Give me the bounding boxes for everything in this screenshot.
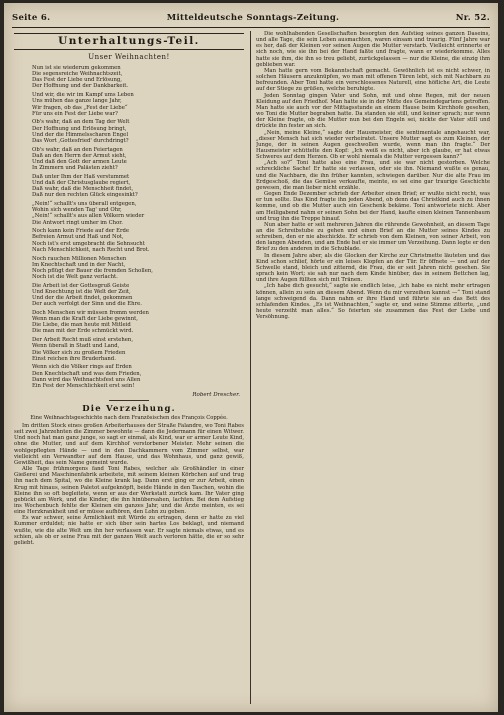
header-rule [12,27,490,28]
story-subtitle: Eine Weihnachtsgeschichte nach dem Französischen des François Coppée. [30,414,228,421]
paragraph: Jeden Sonntag gingen Vater und Sohn, mit und ohne Regen, mit der neuen Kleidung auf den Friedhof. Man hatte sie in der Mitte des Gemeindegartens getroffen. Man hatte sie auch vor der Mittagsstunde an einem Hause beim Kirchhofe gesehen, wo Toni die Mutter begraben hatte. Da standen sie still, und keiner sprach; nur wenn der Kleine fragte, ob die Mutter nun bei den Engeln sei, nickte der Vater still und drückte ihn fester an sich. [256,92,490,130]
story-body-left [14,423,244,546]
poem-line: Ob's wahr, daß an dem Tag der Welt [32,119,130,126]
poem-title: Unser Weihnachten! [88,53,170,61]
newspaper-title: Mitteldeutsche Sonntags-Zeitung. [166,13,340,23]
page-number: Seite 6. [12,13,51,23]
poem-line: Wir fragen, ob das „Fest der Liebe“ [32,104,128,111]
poem-line: Ein Fest der Menschlichkeit erst sein! [32,382,135,389]
poem-line: Wenn sich die Völker rings auf Erden [32,364,132,371]
poem-line: Doch Menschen wir müssen fromm werden [32,309,149,316]
poem-line: In Zimmern und Palästen zieht? [32,165,118,172]
poem-stanza [14,92,244,117]
poem-line: Daß nur den rechten Glück eingesinkt? [32,192,138,199]
paragraph: „Ach so?“ Toni hatte also eine Frau, und sie war nicht gestorben. Welche schreckliche Sache! Er hatte sie verlassen, oder sie ihn. Niemand wußte es genau, und die Nachbarn, die ihn früher kannten, schwiegen darüber. Nur die alte Frau im Erdgeschoß, die das Gemüse verkaufte, meinte, es sei eine gar traurige Geschichte gewesen, die man lieber nicht erzähle. [256,160,490,191]
poem-line: Wenn man die Kraft der Liebe gewinnt, [32,316,138,323]
poem-line: Und daß der Christusglaube regiert, [32,180,131,187]
poem-line: Der Hoffnung und Erlösung bringt, [32,125,127,132]
poem-line: Uns mühen das ganze lange Jahr, [32,98,122,105]
poem-line: Und Knechtung ist die Welt der Zeit, [32,288,131,295]
paragraph: Nun aber hatte er seit mehreren Jahren die rührende Gewohnheit, an diesem Tage an die Schreibstube zu gehen und einen Brief an die Mutter seines Kindes zu schreiben, den er nie abschickte. Er schrieb von dem Kleinen, von seiner Arbeit, von den langen Abenden, und am Ende bat er sie immer um Verzeihung. Dann legte er den Brief zu den anderen in die Schublade. [256,221,490,253]
poem-line: Wenn überall in Stadt und Land, [32,343,120,350]
poem-stanza [14,228,244,253]
poem-line: Ob's wahr, daß an den Feiertagen [32,146,123,153]
poem-line: Noch kann kein Friede auf der Erde [32,228,130,235]
paragraph: „Nein, meine Kleine,“ sagte der Hausmeister, die sentimentale angehaucht war, „dieser Mensch hat sich wieder verheiratet. Unsere Mutter sagt es zum Kleinen, der Junge, der in seinen Augen geschwollen wurde, wenn man ihn fragte.“ Der Hausmeister schüttelte den Kopf: „Ich weiß es nicht, aber ich glaube, er hat etwas Schweres auf dem Herzen. Ob er wohl niemals die Mutter vergessen kann?“ [256,129,490,161]
paragraph: „Ich habe dich gesucht,“ sagte sie endlich leise, „ich habe es nicht mehr ertragen können, allein zu sein an diesem Abend. Wenn du mir verzeihen kannst —“ Toni stand lange schweigend da. Dann nahm er ihre Hand und führte sie an das Bett des schlafenden Kindes. „Es ist Weihnachten,“ sagte er, und seine Stimme zitterte, „und heute verzeiht man alles.“ So feierten sie zusammen das Fest der Liebe und Versöhnung. [256,283,490,321]
poem-stanza [14,201,244,226]
poem-line: Und der die Himmelsscharen Engel [32,131,129,138]
paragraph: Gegen Ende Dezember schrieb der Arbeiter einen Brief; er wußte nicht recht, was er tun sollte. Das Kind fragte ihn jeden Abend, ob denn das Christkind auch zu ihnen komme, und ob die Mutter auch ein Geschenk bekäme. Toni antwortete nicht. Aber am Heiligabend nahm er seinen Sohn bei der Hand, kaufte einen kleinen Tannenbaum und trug ihn die Treppe hinauf. [256,191,490,222]
poem-author: Robert Drescher. [192,391,240,398]
column-divider [250,31,251,704]
poem-line: Einst reichen ihre Bruderhand. [32,355,116,362]
poem-line: Für uns ein Fest der Liebe war? [32,110,118,117]
poem-stanza [14,174,244,199]
poem-stanza [14,147,244,172]
right-column [256,31,490,702]
poem-line: Daß unter Ihm der Haß verstummet [32,173,130,180]
poem-line: Den Knechtschaft und was dem Frieden, [32,370,142,377]
left-column [14,31,244,702]
paragraph: Die wohlhabenden Gesellschaften besorgten den Aufstieg seines ganzen Daseins, und alle Tage, die sein Leben ausmachten, waren einsam und traurig. Fünf Jahre war es her, daß der Kleinen vor seinen Augen die Mutter verstarb. Vielleicht erinnerte er sich noch, wie sie ihn bei der Hand faßte und fragte, wann er wiederkomme. Alles hatte sie ihm, die ihn so treu geliebt, zurückgelassen — nur die Kleine, die einzig ihm geblieben war. [256,31,490,68]
poem-line: Der Hoffnung und der Dankbarkeit. [32,83,129,90]
paragraph: Es war schwer, seine Ärmlichkeit mit Würde zu ertragen, denn er hatte zu viel Kummer erduldet; nie hatte er sich über sein hartes Los beklagt, und niemand wußte, wie die alte Welt um ihn her verlassen war. Er sagte niemals etwas, und es schien, als ob er seine Frau mit der ganzen Welt auch verloren hätte, die er so sehr geliebt. [14,515,244,546]
section-title: Unterhaltungs-Teil. [14,33,244,50]
poem-line: Befreien Armut und Haß und Not, [32,234,124,241]
paragraph: Im dritten Stock eines großen Arbeiterhauses der Straße Falandre, wo Toni Rabes seit zwei Jahrzehnten die Zimmer bewohnte — dann die Jedermann für einen Witwer. Und noch hat man ganz junge, so sagt er einmal, als Kind, war er armer Leute Kind, ohne die Mutter, und auf dem Kirchhof verstorbener Meister. Mehr seinen die wohlgepflegten Hände — und in den Dachkammern vom Zimmer selbst, war vielleicht ein Verwandter auf dem Hause, und das Wohnhaus, und ganz gewiß, Gewißheit, das sein Name gemeint wurde. [14,422,244,466]
poem-line: Dann wird das Weihnachtsfest uns Allen [32,376,141,383]
poem-line: Die Völker sich zu großem Frieden [32,349,126,356]
poem-line: „Nein!“ schallt's aus allen Völkern wieder [32,213,145,220]
poem-line: „Nein!“ schallt's uns überall entgegen, [32,201,137,208]
poem-stanza [14,65,244,90]
poem-stanza [14,310,244,335]
poem-stanza [14,364,244,389]
poem-line: Noch rauchen Millionen Menschen [32,255,127,262]
newspaper-page [4,3,498,712]
poem-stanza [14,256,244,281]
poem-line: Der auch verfolgt der Sinn und die Ehre. [32,301,142,308]
poem-line: Daß an den Herrn der Armut sieht, [32,152,127,159]
poem-line: Das Wort ,Gottesfried' durchdringt? [32,137,129,144]
poem-stanzas [14,65,244,389]
poem-line: Und wir, die wir im Kampf ums Leben [32,92,134,99]
poem-line: Wohin sich wenden Tag' und Ohr, [32,207,122,214]
poem-line: Die Arbeit ist der Gottesgruß Geiste [32,282,130,289]
paragraph: In diesem Jahre aber, als die Glocken der Kirche zur Christmette läuteten und das Kind schon schlief, hörte er ein leises Klopfen an der Tür. Er öffnete — und auf der Schwelle stand, bleich und zitternd, die Frau, die er seit Jahren nicht gesehen. Sie sprach kein Wort; sie sah nur nach dem Kinde hinüber, das in seinem Bettchen lag, und ihre Augen füllten sich mit Tränen. [256,252,490,284]
story-body-right [256,31,490,320]
poem-line: Daß wahr, daß die Menschheit findet, [32,186,134,193]
story-title: Die Verzeihung. [82,403,176,414]
poem-line: Und daß den Gott der armen Leute [32,158,127,165]
poem-line: Der Arbeit Recht muß einst erstehen, [32,337,134,344]
poem-stanza [14,119,244,144]
issue-number: Nr. 52. [455,13,490,23]
poem-line: Nun ist sie wiederum gekommen [32,65,121,71]
page-header [12,11,490,25]
poem-line: Nach Menschlichkeit, nach Recht und Brot. [32,246,150,253]
poem-line: Im Knechtschaft und in der Nacht, [32,261,126,268]
poem-line: Die Antwort ringt umher im Chor. [32,219,123,226]
poem-stanza [14,337,244,362]
poem-line: Die Liebe, die man heute mit Mitleid [32,322,131,329]
poem-line: Noch ist die Welt ganz verlacht. [32,274,118,280]
poem-line: Und der die Arbeit findet, gekommen [32,295,133,302]
separator-rule [109,400,149,401]
paragraph: Alle Tage frühmorgens fand Toni Rabes, welcher als Großhändler in einer Gießerei und Maschinenfabrik arbeitete, mit seinem kleinen Körbchen auf und trug ihn nach dem Spital, wo die Kleine krank lag. Dann erst ging er zur Arbeit, einen Krug mit hinaus, seinen Paletot aufgeknöpft, beide Hände in den Taschen, wohin die Kleine ihn so oft begleitete, wenn er aus der Werkstatt zurück kam. Ihr Vater ging gebückt am Werk, und die Kinder, die ihn hinübersahen, lachten. Bei dem Aufstieg ins Wochenbuch fehlte der Kleinen ein ganzes Jahr, und die Ärzte meinten, es sei eine Herzkrankheit und er müsse aufhören, den Lohn zu geben. [14,466,244,516]
poem-stanza [14,283,244,308]
poem-line: Noch pflügt der Bauer die fremden Schollen, [32,267,153,274]
poem-line: Das Fest der Liebe und Erlösung, [32,77,122,84]
poem-line: Die man mit der Erde schmückt wird. [32,328,134,335]
poem-line: Die segensreiche Weihnachtszeit, [32,71,123,78]
poem-line: Noch ist's erst umgebracht die Sehnsucht [32,240,145,247]
paragraph: Man hatte gern vom Bekanntschaft gemacht. Gewöhnlich ist es nicht schwer, in solchen Häusern anzuknüpfen, wo man mit offenen Türen lebt, sich mit Nachbarn zu befreunden. Aber Toni hatte ein verschlossenes Naturell, eine höfliche Art, die Leute auf der Stiege zu grüßen, welche beruhigte. [256,67,490,93]
